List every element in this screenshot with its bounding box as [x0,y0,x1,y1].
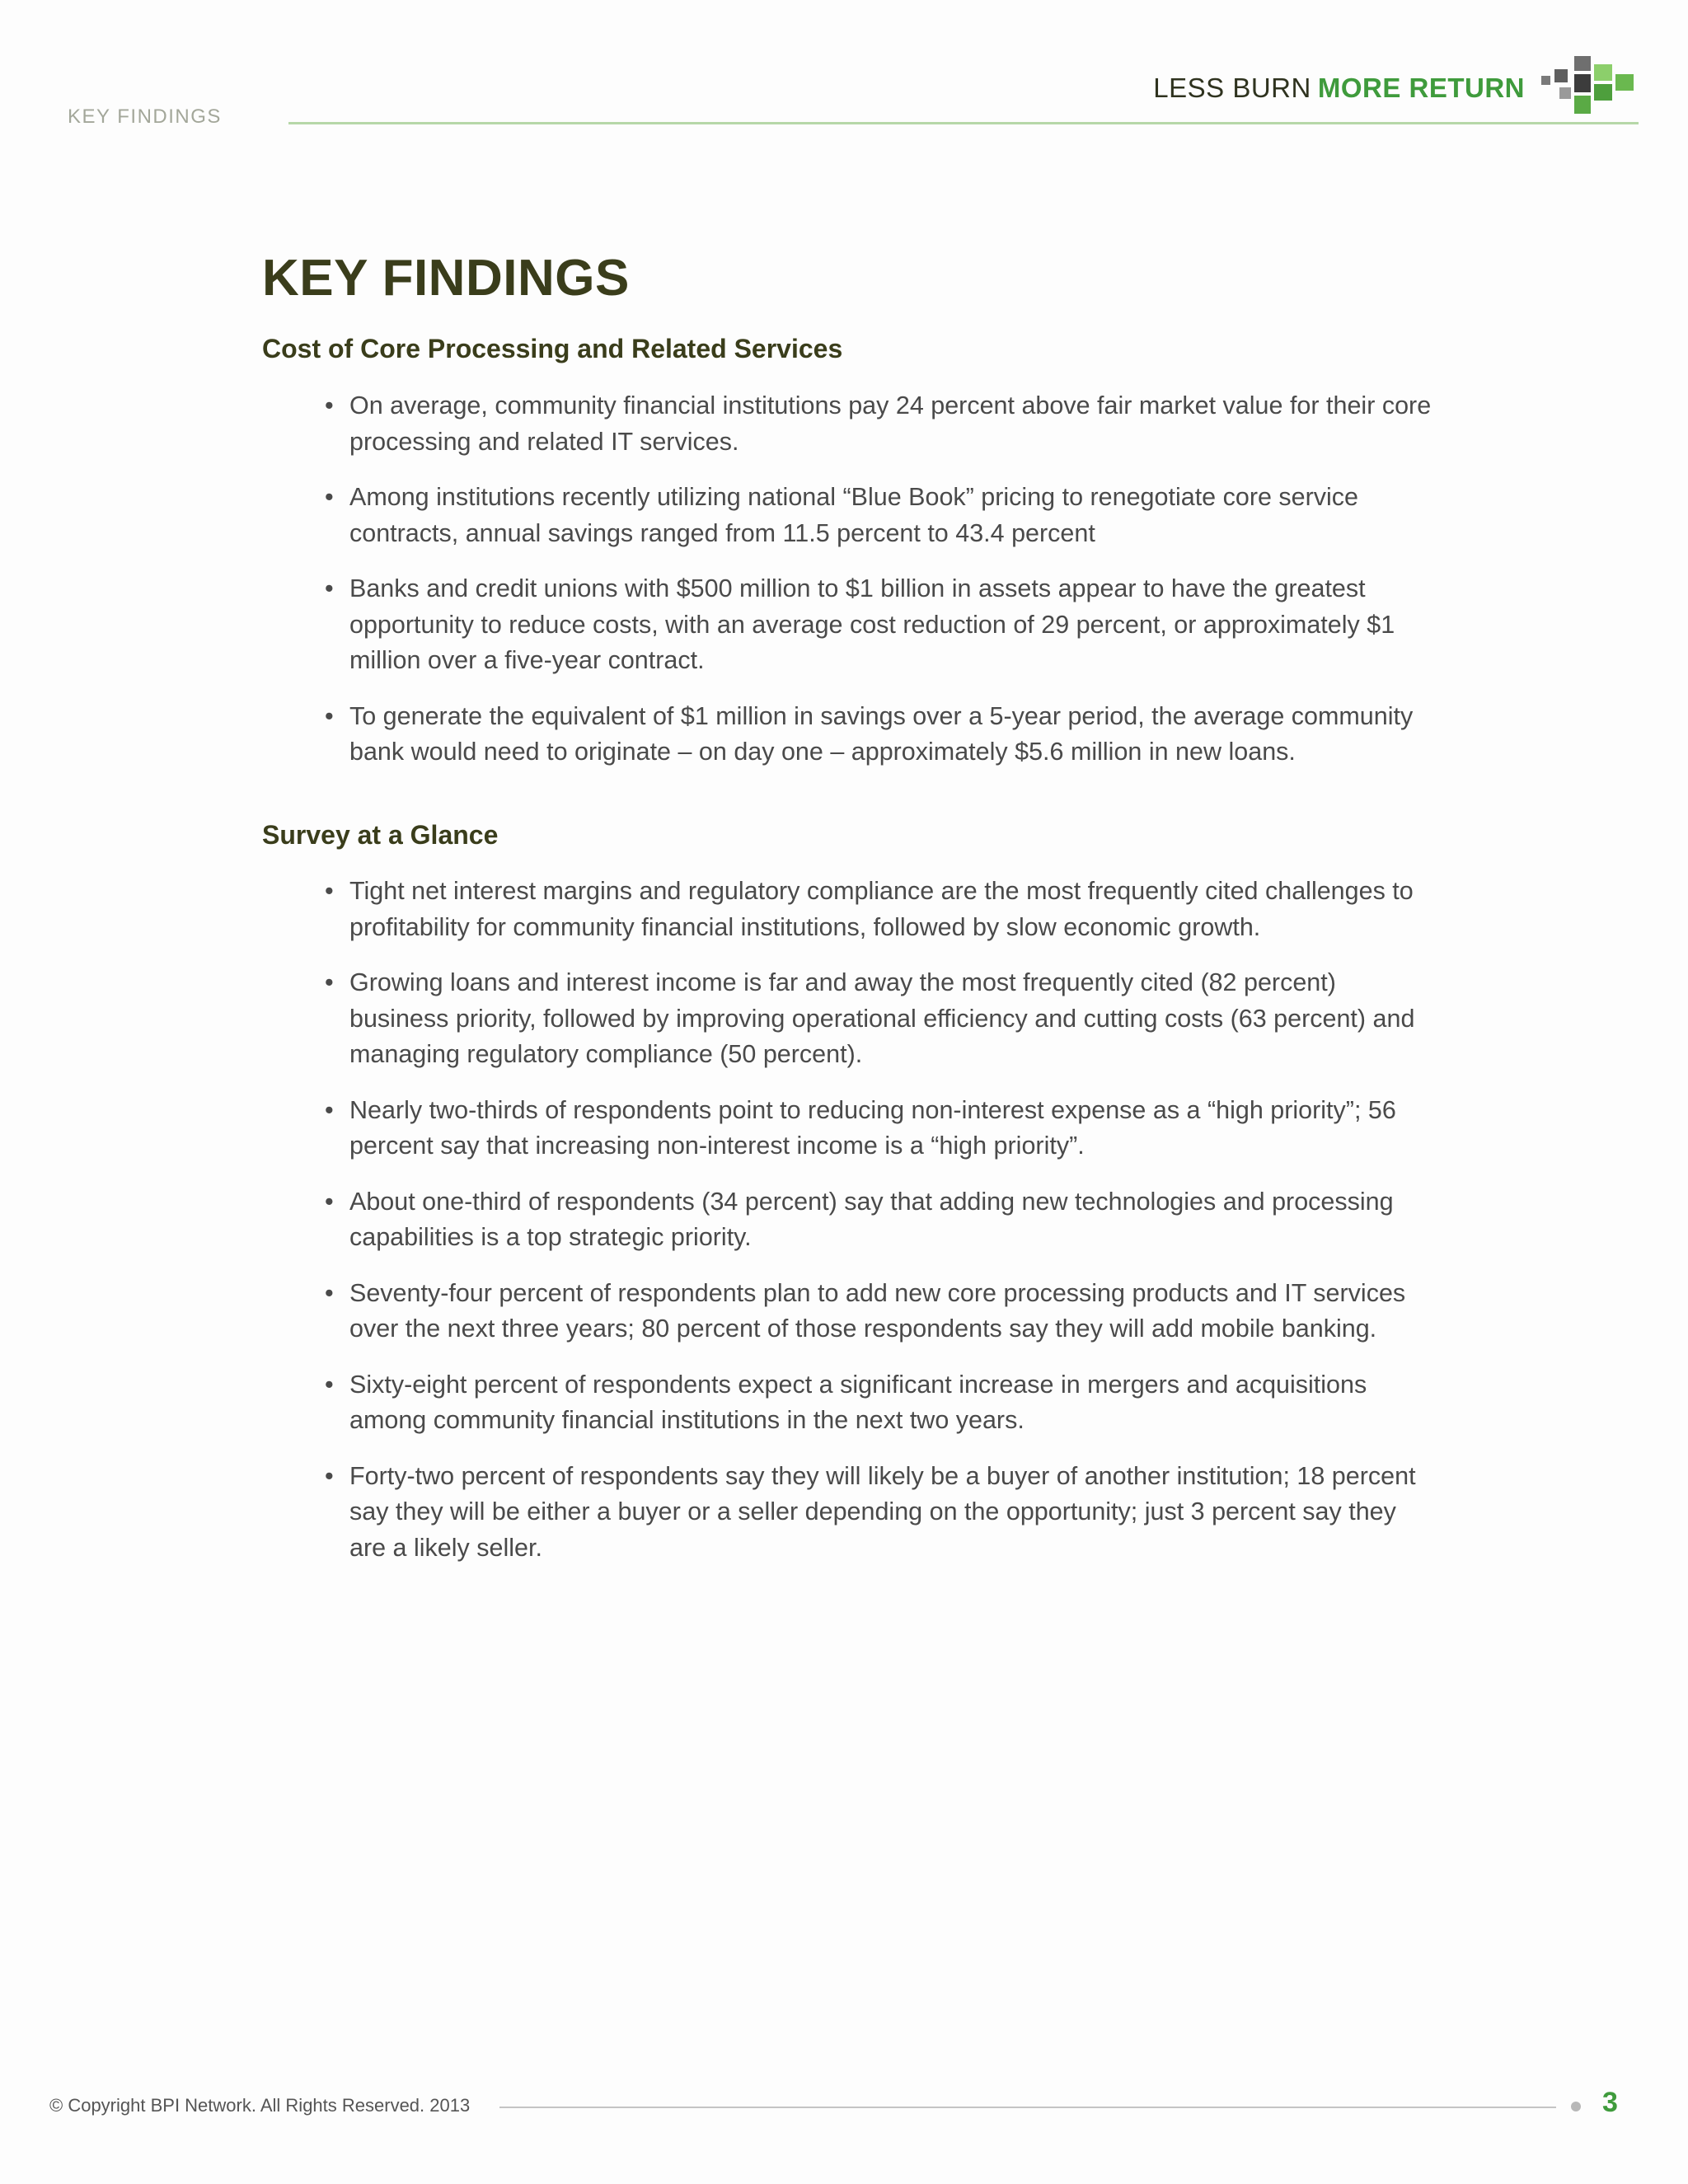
footer-dot-icon [1571,2102,1581,2111]
list-item: • Forty-two percent of respondents say they will likely be a buyer of another institution; 18 percent say they will be either a buyer or a seller depending on the opportunity; just 3 percent say they are a likely seller. [349,1459,1437,1567]
list-item: • Sixty-eight percent of respondents expect a significant increase in mergers and acquisitions among community financial institutions in the next two years. [349,1367,1437,1439]
list-item: • Nearly two-thirds of respondents point to reducing non-interest expense as a “high priority”; 56 percent say that increasing non-interest income is a “high priority”. [349,1093,1437,1165]
page-title: KEY FINDINGS [262,250,630,307]
list-item: • Seventy-four percent of respondents plan to add new core processing products and IT services over the next three years; 80 percent of those respondents say they will add mobile banking. [349,1276,1437,1347]
list-item: • To generate the equivalent of $1 million in savings over a 5-year period, the average community bank would need to originate – on day one – approximately $5.6 million in new loans. [349,699,1437,771]
list-item: • Banks and credit unions with $500 million to $1 billion in assets appear to have the greatest opportunity to reduce costs, with an average cost reduction of 29 percent, or approximately $1 million over a five-year contract. [349,571,1437,679]
list-item: • On average, community financial institutions pay 24 percent above fair market value for their core processing and related IT services. [349,388,1437,460]
tagline-more-return: MORE RETURN [1317,73,1525,103]
tagline-less-burn: LESS BURN [1153,73,1311,103]
header-divider [288,122,1639,124]
running-section-label: KEY FINDINGS [68,105,222,128]
list-item: • Among institutions recently utilizing national “Blue Book” pricing to renegotiate core service contracts, annual savings ranged from 11.5 percent to 43.4 percent [349,480,1437,551]
list-item: • Growing loans and interest income is far and away the most frequently cited (82 percent) business priority, followed by improving operational efficiency and cutting costs (63 percent) and managing regulatory compliance (50 percent). [349,965,1437,1073]
footer-divider [499,2107,1556,2108]
list-item: • About one-third of respondents (34 percent) say that adding new technologies and processing capabilities is a top strategic priority. [349,1184,1437,1256]
section-heading-core-processing: Cost of Core Processing and Related Services [262,334,843,363]
page-number: 3 [1602,2087,1618,2118]
pixel-squares-logo-icon [1541,53,1640,117]
survey-bullet-list [349,874,1437,1586]
brand-tagline [1153,73,1525,104]
copyright-notice: © Copyright BPI Network. All Rights Reserved. 2013 [49,2095,471,2116]
section-heading-survey: Survey at a Glance [262,820,499,850]
core-processing-bullet-list [349,388,1437,790]
list-item: • Tight net interest margins and regulatory compliance are the most frequently cited challenges to profitability for community financial institutions, followed by slow economic growth. [349,874,1437,945]
